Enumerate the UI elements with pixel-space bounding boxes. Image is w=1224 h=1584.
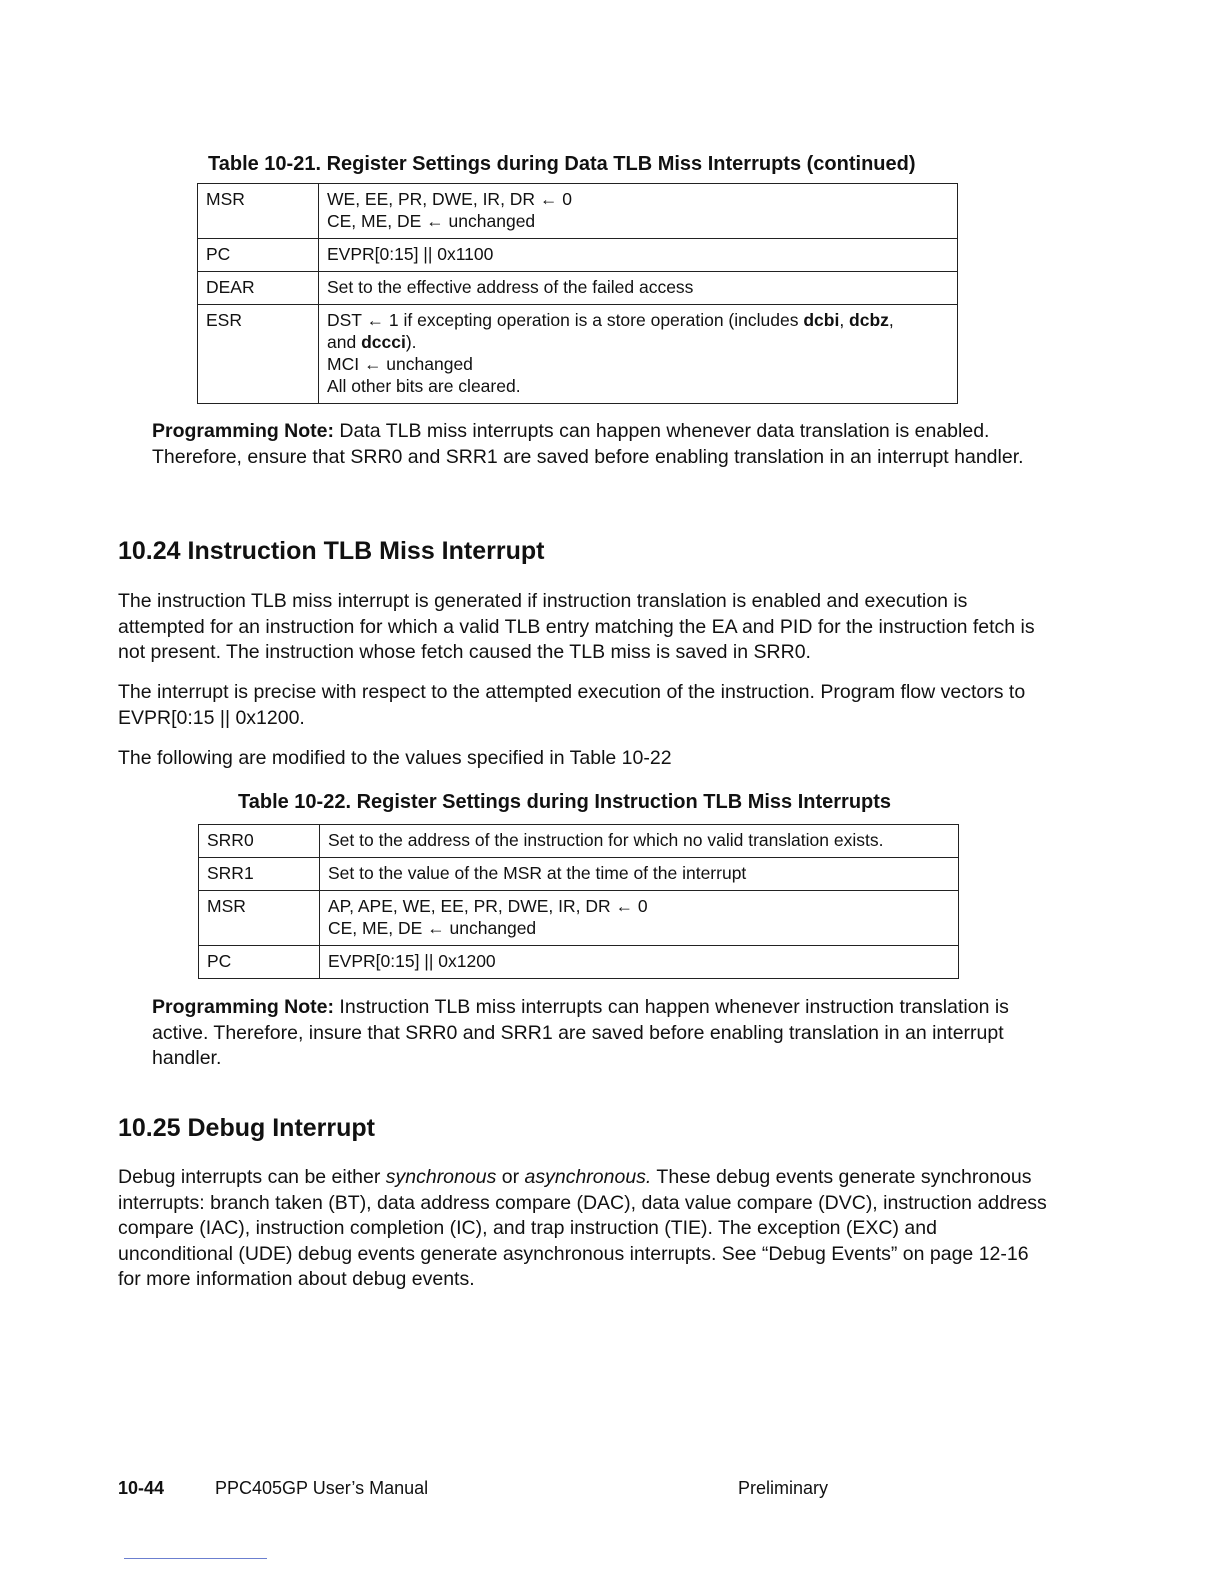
setting-text: DST ← 1 if excepting operation is a store operation (includes [327, 310, 804, 330]
footer-manual-title: PPC405GP User’s Manual [215, 1478, 429, 1498]
instruction-mnemonic: dcbz [849, 310, 889, 330]
setting-line: Set to the value of the MSR at the time of the interrupt [328, 863, 747, 883]
note-label: Programming Note: [152, 996, 335, 1018]
table-row [199, 891, 959, 946]
setting-line [327, 331, 949, 353]
setting-line [327, 309, 949, 331]
register-name: ESR [198, 305, 319, 404]
table-10-21 [197, 183, 958, 404]
setting-text: ). [405, 332, 417, 352]
emphasis-text: asynchronous. [524, 1166, 652, 1188]
register-setting [319, 272, 958, 305]
setting-line: EVPR[0:15] || 0x1200 [328, 951, 496, 971]
note-text: Instruction TLB miss interrupts can happen whenever instruction translation is active. Therefore, insure that SRR0 and SRR1 are saved before enabling translation in an interrupt handler. [152, 996, 1009, 1069]
table-row [198, 184, 958, 239]
table-10-22 [198, 824, 959, 979]
table-row [198, 239, 958, 272]
paragraph-text: These debug events generate synchronous interrupts: branch taken (BT), data address compare (DAC), data value compare (DVC), instruction address compare (IAC), instruction completion (IC), and trap instruction (TIE). The exception (EXC) and unconditional (UDE) debug events generate asynchronous interrupts. See “Debug Events” on page 12-16 for more information about debug events. [118, 1166, 1047, 1290]
setting-text: and [327, 332, 362, 352]
table-10-21-caption: Table 10-21. Register Settings during Data TLB Miss Interrupts (continued) [208, 153, 916, 175]
bottom-rule [124, 1558, 267, 1559]
note-label: Programming Note: [152, 420, 335, 442]
programming-note [152, 995, 1052, 1072]
register-name: SRR0 [199, 825, 320, 858]
setting-line: EVPR[0:15] || 0x1100 [327, 244, 494, 264]
setting-line: Set to the effective address of the failed access [327, 277, 694, 297]
emphasis-text: synchronous [385, 1166, 497, 1188]
programming-note [152, 419, 1052, 470]
register-setting [320, 891, 959, 946]
register-name: PC [198, 239, 319, 272]
table-10-22-caption: Table 10-22. Register Settings during Instruction TLB Miss Interrupts [238, 791, 892, 813]
setting-line: AP, APE, WE, EE, PR, DWE, IR, DR ← 0 [328, 896, 648, 916]
register-setting [320, 858, 959, 891]
setting-text: , [888, 310, 894, 330]
instruction-mnemonic: dcbi [803, 310, 840, 330]
body-paragraph: The instruction TLB miss interrupt is generated if instruction translation is enabled and execution is attempted for an instruction for which a valid TLB entry matching the EA and PID for the instruction fetch is not present. The instruction whose fetch caused the TLB miss is saved in SRR0. [118, 590, 1035, 663]
register-setting [319, 184, 958, 239]
table-row [198, 272, 958, 305]
table-row [199, 858, 959, 891]
setting-line: WE, EE, PR, DWE, IR, DR ← 0 [327, 189, 573, 209]
paragraph-text: Debug interrupts can be either [118, 1166, 386, 1188]
setting-line: All other bits are cleared. [327, 376, 521, 396]
footer-status: Preliminary [738, 1478, 829, 1498]
register-setting [320, 946, 959, 979]
setting-text: , [839, 310, 850, 330]
table-row [198, 305, 958, 404]
setting-line: CE, ME, DE ← unchanged [327, 211, 536, 231]
body-paragraph: The interrupt is precise with respect to the attempted execution of the instruction. Program flow vectors to EVPR[0:15 || 0x1200. [118, 681, 1026, 729]
body-paragraph: The following are modified to the values specified in Table 10-22 [118, 747, 672, 769]
table-row [199, 946, 959, 979]
register-setting [319, 305, 958, 404]
paragraph-text: or [496, 1166, 525, 1188]
table-row [199, 825, 959, 858]
body-paragraph [118, 1165, 1053, 1293]
setting-line: Set to the address of the instruction for which no valid translation exists. [328, 830, 884, 850]
register-name: DEAR [198, 272, 319, 305]
instruction-mnemonic: dccci [361, 332, 406, 352]
footer-page-number: 10-44 [118, 1478, 165, 1498]
note-text: Data TLB miss interrupts can happen whenever data translation is enabled. Therefore, ensure that SRR0 and SRR1 are saved before enabling translation in an interrupt handler. [152, 420, 1024, 468]
setting-line: MCI ← unchanged [327, 354, 473, 374]
register-setting [319, 239, 958, 272]
register-setting [320, 825, 959, 858]
register-name: MSR [198, 184, 319, 239]
section-heading: 10.25 Debug Interrupt [118, 1114, 375, 1142]
register-name: PC [199, 946, 320, 979]
register-name: SRR1 [199, 858, 320, 891]
register-name: MSR [199, 891, 320, 946]
section-heading: 10.24 Instruction TLB Miss Interrupt [118, 537, 545, 565]
setting-line: CE, ME, DE ← unchanged [328, 918, 537, 938]
